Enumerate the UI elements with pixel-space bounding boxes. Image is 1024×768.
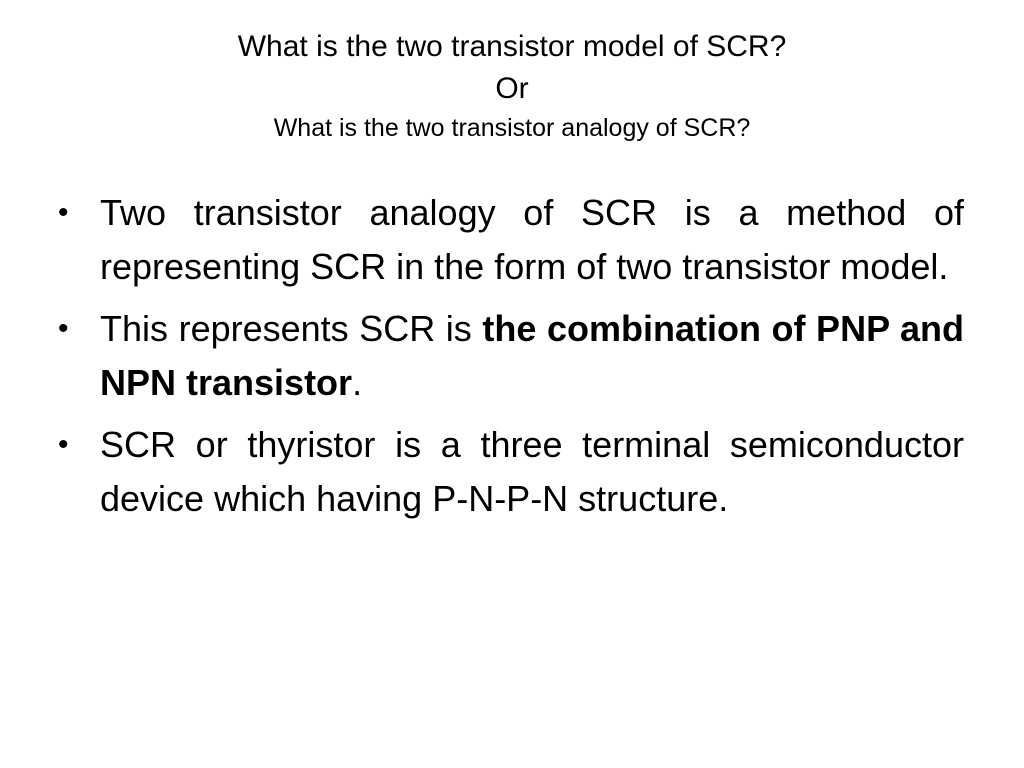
bullet-text-2 bbox=[100, 302, 964, 410]
title-question-1: What is the two transistor model of SCR? bbox=[237, 30, 787, 63]
bullet-marker: • bbox=[58, 196, 69, 229]
bullet-text-1: Two transistor analogy of SCR is a method of representing SCR in the form of two transistor model. bbox=[100, 192, 964, 287]
bullet-text-3: SCR or thyristor is a three terminal semiconductor device which having P-N-P-N structure. bbox=[100, 424, 964, 519]
bullet-list bbox=[58, 186, 964, 534]
bullet-text-2-bold: the combination of PNP and NPN transistor bbox=[100, 308, 964, 403]
title-or: Or bbox=[495, 71, 529, 105]
bullet-item-1 bbox=[58, 186, 964, 294]
bullet-marker: • bbox=[58, 312, 69, 345]
bullet-item-3 bbox=[58, 418, 964, 526]
title-question-2: What is the two transistor analogy of SCR? bbox=[273, 114, 751, 142]
bullet-text-2-plain: This represents SCR is bbox=[100, 308, 483, 349]
bullet-text-2-end: . bbox=[352, 362, 363, 403]
bullet-item-2 bbox=[58, 302, 964, 410]
bullet-marker: • bbox=[58, 428, 69, 461]
slide-title bbox=[40, 28, 984, 144]
